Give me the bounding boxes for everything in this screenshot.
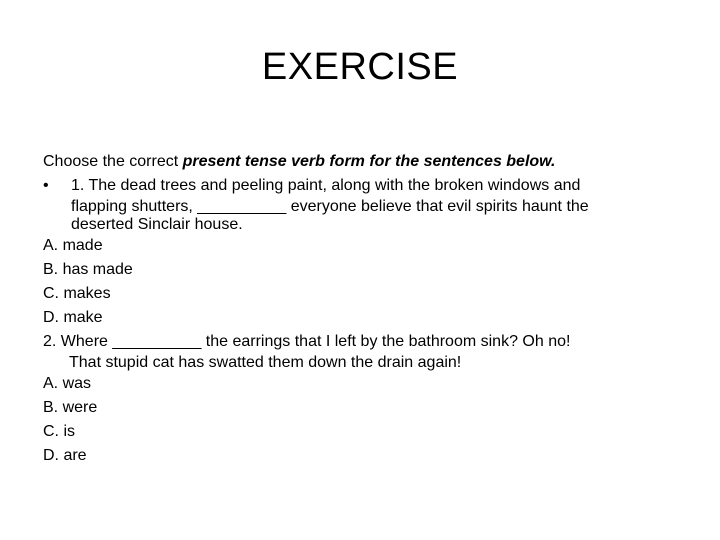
question-1-line-2: flapping shutters, __________ everyone believe that evil spirits haunt the bbox=[71, 198, 589, 215]
question-1-option-d: D. make bbox=[43, 309, 103, 326]
question-1-line-3: deserted Sinclair house. bbox=[71, 216, 243, 233]
instructions-emphasis: present tense verb form for the sentences below. bbox=[182, 153, 556, 170]
instructions bbox=[43, 150, 683, 174]
slide-title: EXERCISE bbox=[261, 46, 459, 88]
question-2-option-a: A. was bbox=[43, 375, 92, 392]
question-2-line-1: 2. Where __________ the earrings that I left by the bathroom sink? Oh no! bbox=[43, 333, 571, 350]
question-2-line-2: That stupid cat has swatted them down the drain again! bbox=[69, 354, 462, 371]
question-1-line-1 bbox=[43, 174, 683, 198]
question-1-option-c: C. makes bbox=[43, 285, 111, 302]
question-2-option-c: C. is bbox=[43, 423, 75, 440]
slide-body bbox=[43, 150, 683, 468]
instructions-prefix: Choose the correct bbox=[43, 153, 183, 170]
question-1-option-a: A. made bbox=[43, 237, 103, 254]
question-1-option-b: B. has made bbox=[43, 261, 133, 278]
question-2-option-d: D. are bbox=[43, 447, 87, 464]
question-2-option-b: B. were bbox=[43, 399, 98, 416]
bullet-icon: • bbox=[43, 177, 49, 194]
question-1-text: 1. The dead trees and peeling paint, along with the broken windows and bbox=[71, 177, 581, 194]
